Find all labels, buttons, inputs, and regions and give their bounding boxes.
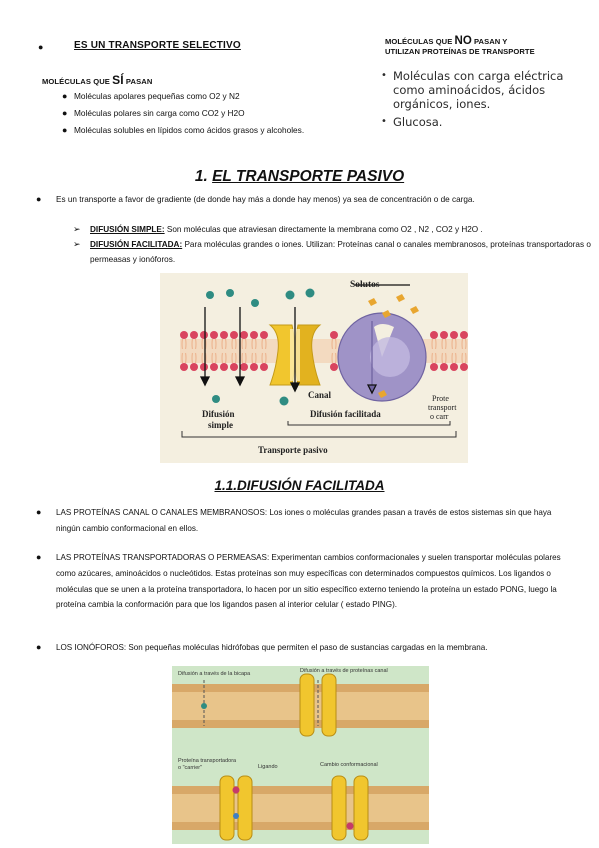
- list-item: [381, 69, 581, 111]
- section-title-text: EL TRANSPORTE PASIVO: [212, 168, 405, 185]
- lipid-head: [330, 331, 338, 339]
- bullet-icon: ●: [36, 507, 42, 517]
- bullet-icon: •: [381, 116, 387, 127]
- simple-label-2: simple: [208, 420, 234, 430]
- list-item: [381, 115, 581, 129]
- ligand-label: Ligando: [258, 764, 278, 770]
- lipid-head: [250, 331, 258, 339]
- subsection-title: 1.1.DIFUSIÓN FACILITADA: [214, 478, 385, 493]
- change-label: Cambio conformacional: [320, 762, 378, 768]
- paragraph-text: LAS PROTEÍNAS CANAL O CANALES MEMBRANOSOS: Los iones o moléculas grandes pasan a través de estos sistemas sin que haya ningún cambio conformacional en ellos.: [56, 508, 552, 533]
- facilitated-diffusion-text: Para moléculas grandes o iones. Utilizan: Proteínas canal o canales membranosos, proteínas transportadoras o permeasas y ionóforos.: [90, 240, 591, 264]
- simple-diffusion-label: DIFUSIÓN SIMPLE:: [90, 225, 165, 234]
- no-heading: [385, 36, 535, 57]
- bullet-icon: ●: [38, 42, 44, 52]
- no-list: [381, 69, 581, 133]
- paragraph-text: LAS PROTEÍNAS TRANSPORTADORAS O PERMEASAS: Experimentan cambios conformacionales y suelen transportar moléculas polares como azúcares, aminoácidos o nucleótidos. Estas proteínas son muy específicas con determinados compuestos químicos. Los ligandos o moléculas que se unen a la proteína transportadora, lo hacen por un sitio específico externo teniendo la proteína un estado PONG, luego la proteína cambia la conformación para que los ligandos pasen al interior celular ( estado PING).: [56, 553, 561, 610]
- list-item-text: Moléculas con carga eléctrica como aminoácidos, ácidos orgánicos, iones.: [393, 69, 564, 111]
- paragraph-text: LOS IONÓFOROS: Son pequeñas moléculas hidrófobas que permiten el paso de sustancias cargadas en la membrana.: [56, 643, 488, 652]
- lipid-head: [260, 331, 268, 339]
- bullet-icon: ●: [62, 91, 68, 101]
- si-list: [62, 91, 362, 142]
- list-item-text: Moléculas apolares pequeñas como O2 y N2: [74, 91, 240, 101]
- simple-label-1: Difusión: [202, 409, 235, 419]
- bullet-icon: ●: [62, 125, 68, 135]
- bullet-icon: ●: [36, 552, 42, 562]
- protein-label-2: transport: [428, 403, 457, 412]
- facilitated-diffusion-label: DIFUSIÓN FACILITADA:: [90, 240, 183, 249]
- simple-diffusion-text: Son moléculas que atraviesan directamente la membrana como O2 , N2 , CO2 y H2O .: [164, 225, 483, 234]
- facilitated-diffusion-item: [73, 237, 593, 267]
- bilayer-label: Difusión a través de la bicapa: [178, 671, 251, 677]
- bullet-icon: ●: [62, 108, 68, 118]
- channel-proteins-paragraph: [36, 505, 576, 537]
- ionophores-paragraph: [36, 640, 576, 656]
- lipid-head: [220, 331, 228, 339]
- passive-label: Transporte pasivo: [258, 445, 328, 455]
- lipid-head: [430, 331, 438, 339]
- bullet-icon: •: [381, 70, 387, 81]
- lipid-head: [260, 363, 268, 371]
- lipid-head: [210, 363, 218, 371]
- si-heading-big: SÍ: [112, 73, 124, 87]
- lipid-head: [200, 363, 208, 371]
- si-heading: [42, 73, 152, 87]
- si-heading-post: PASAN: [123, 77, 153, 86]
- carrier-label-1: Proteína transportadora: [178, 758, 237, 764]
- si-heading-pre: MOLÉCULAS QUE: [42, 77, 113, 86]
- lipid-head: [440, 363, 448, 371]
- carrier-label-2: o "carrier": [178, 765, 203, 771]
- lipid-head: [450, 363, 458, 371]
- lipid-head: [250, 363, 258, 371]
- list-item: [62, 91, 362, 108]
- carrier-proteins-paragraph: [36, 550, 576, 613]
- lipid-head: [190, 363, 198, 371]
- list-item-text: Moléculas polares sin carga como CO2 y H2O: [74, 108, 245, 118]
- bullet-icon: ●: [36, 642, 42, 652]
- lipid-head: [440, 331, 448, 339]
- list-item: [62, 125, 362, 142]
- lipid-head: [240, 331, 248, 339]
- list-item-text: Moléculas solubles en lípidos como ácidos grasos y alcoholes.: [74, 125, 305, 135]
- lipid-head: [180, 363, 188, 371]
- channel-label: Difusión a través de proteínas canal: [300, 668, 388, 674]
- lipid-head: [430, 363, 438, 371]
- carrier-protein: [338, 313, 426, 401]
- arrow-bullet-icon: ➢: [73, 224, 81, 234]
- lipid-head: [460, 363, 468, 371]
- lipid-head: [460, 331, 468, 339]
- lipid-head: [190, 331, 198, 339]
- no-heading-post: PASAN Y: [471, 37, 508, 46]
- bullet-icon: ●: [36, 194, 42, 204]
- no-heading-big: NO: [454, 35, 472, 47]
- no-heading-line2: UTILIZAN PROTEÍNAS DE TRANSPORTE: [385, 47, 535, 56]
- lipid-head: [230, 363, 238, 371]
- arrow-bullet-icon: ➢: [73, 239, 81, 249]
- channel-label: Canal: [308, 390, 332, 400]
- lipid-head: [330, 363, 338, 371]
- solutes-label: Solutos: [350, 280, 380, 290]
- lipid-head: [220, 363, 228, 371]
- lipid-head: [180, 331, 188, 339]
- lipid-head: [210, 331, 218, 339]
- lipid-head: [240, 363, 248, 371]
- selective-heading-text: ES UN TRANSPORTE SELECTIVO: [74, 40, 241, 51]
- facilitated-label: Difusión facilitada: [310, 409, 381, 419]
- facilitated-diffusion-figure: [172, 666, 429, 844]
- passive-transport-figure: [160, 273, 468, 463]
- intro-text: Es un transporte a favor de gradiente (de donde hay más a donde hay menos) ya sea de concentración o de carga.: [56, 195, 475, 204]
- simple-diffusion-item: [73, 222, 593, 237]
- lipid-head: [200, 331, 208, 339]
- section-title: [0, 168, 599, 186]
- list-item-text: Glucosa.: [393, 115, 443, 129]
- section-number: 1.: [194, 168, 213, 185]
- protein-label-1: Prote: [432, 394, 449, 403]
- list-item: [62, 108, 362, 125]
- lipid-head: [230, 331, 238, 339]
- no-heading-pre: MOLÉCULAS QUE: [385, 37, 455, 46]
- intro-paragraph: [36, 192, 576, 207]
- protein-label-3: o carr: [430, 412, 449, 421]
- lipid-head: [450, 331, 458, 339]
